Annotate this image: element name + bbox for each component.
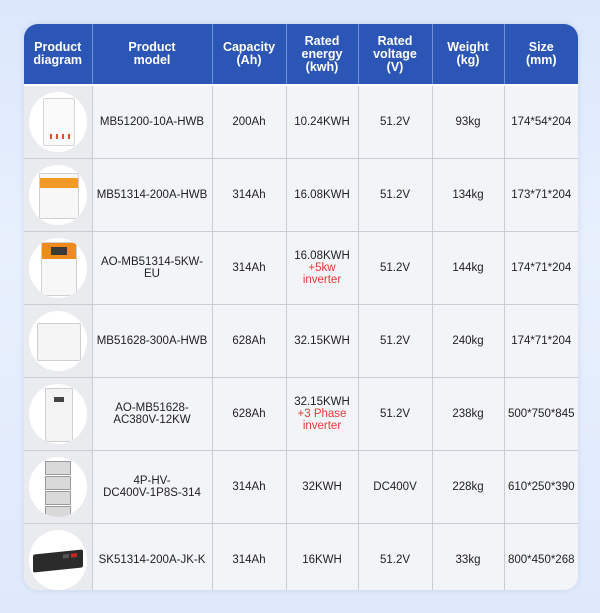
product-model-cell: SK51314-200A-JK-K [92,524,212,591]
table-row [24,159,578,232]
voltage-cell: 51.2V [358,305,432,378]
header-row [24,24,578,85]
product-diagram-cell [24,232,92,305]
size-cell: 174*54*204 [504,85,578,159]
capacity-cell: 314Ah [212,524,286,591]
table-row [24,378,578,451]
capacity-cell: 628Ah [212,305,286,378]
wall-mounted-battery-image [29,92,87,152]
weight-cell: 134kg [432,159,504,232]
energy-note: inverter [302,420,342,432]
energy-cell: 32.15KWH +3 Phase inverter [286,378,358,451]
weight-cell: 33kg [432,524,504,591]
spec-table-card [24,24,578,590]
cabinet-battery-image [29,384,87,444]
capacity-cell: 314Ah [212,232,286,305]
capacity-cell: 314Ah [212,159,286,232]
product-model-cell: MB51200-10A-HWB [92,85,212,159]
energy-cell: 16.08KWH [286,159,358,232]
energy-cell: 10.24KWH [286,85,358,159]
size-cell: 174*71*204 [504,305,578,378]
size-cell: 610*250*390 [504,451,578,524]
product-diagram-cell [24,378,92,451]
energy-cell: 16KWH [286,524,358,591]
table-row [24,524,578,591]
capacity-cell: 628Ah [212,378,286,451]
stacked-battery-image [29,457,87,517]
product-model-cell: MB51628-300A-HWB [92,305,212,378]
size-cell: 174*71*204 [504,232,578,305]
product-model-cell: 4P-HV- DC400V-1P8S-314 [92,451,212,524]
voltage-cell: 51.2V [358,524,432,591]
table-row [24,85,578,159]
header-weight: Weight (kg) [432,24,504,85]
product-diagram-cell [24,451,92,524]
voltage-cell: 51.2V [358,232,432,305]
product-model-cell: AO-MB51314-5KW-EU [92,232,212,305]
table-row [24,305,578,378]
header-product-diagram: Product diagram [24,24,92,85]
capacity-cell: 314Ah [212,451,286,524]
header-rated-energy: Rated energy (kwh) [286,24,358,85]
battery-inverter-combo-image [29,238,87,298]
voltage-cell: DC400V [358,451,432,524]
horizontal-battery-image [29,311,87,371]
product-diagram-cell [24,524,92,591]
table-row [24,232,578,305]
table-row [24,451,578,524]
weight-cell: 240kg [432,305,504,378]
energy-cell: 32.15KWH [286,305,358,378]
product-model-cell: MB51314-200A-HWB [92,159,212,232]
orange-band-battery-image [29,165,87,225]
weight-cell: 144kg [432,232,504,305]
battery-spec-table [24,24,578,590]
energy-note: inverter [302,274,342,286]
product-diagram-cell [24,305,92,378]
product-model-cell: AO-MB51628- AC380V-12KW [92,378,212,451]
header-product-model: Product model [92,24,212,85]
size-cell: 173*71*204 [504,159,578,232]
energy-cell: 32KWH [286,451,358,524]
header-rated-voltage: Rated voltage (V) [358,24,432,85]
product-diagram-cell [24,159,92,232]
voltage-cell: 51.2V [358,85,432,159]
product-diagram-cell [24,85,92,159]
size-cell: 500*750*845 [504,378,578,451]
energy-cell: 16.08KWH +5kw inverter [286,232,358,305]
black-battery-box-image [29,530,87,590]
weight-cell: 228kg [432,451,504,524]
energy-note: +3 Phase [297,408,347,420]
voltage-cell: 51.2V [358,378,432,451]
header-size: Size (mm) [504,24,578,85]
capacity-cell: 200Ah [212,85,286,159]
header-capacity: Capacity (Ah) [212,24,286,85]
weight-cell: 238kg [432,378,504,451]
size-cell: 800*450*268 [504,524,578,591]
voltage-cell: 51.2V [358,159,432,232]
energy-note: +5kw [308,262,336,274]
weight-cell: 93kg [432,85,504,159]
